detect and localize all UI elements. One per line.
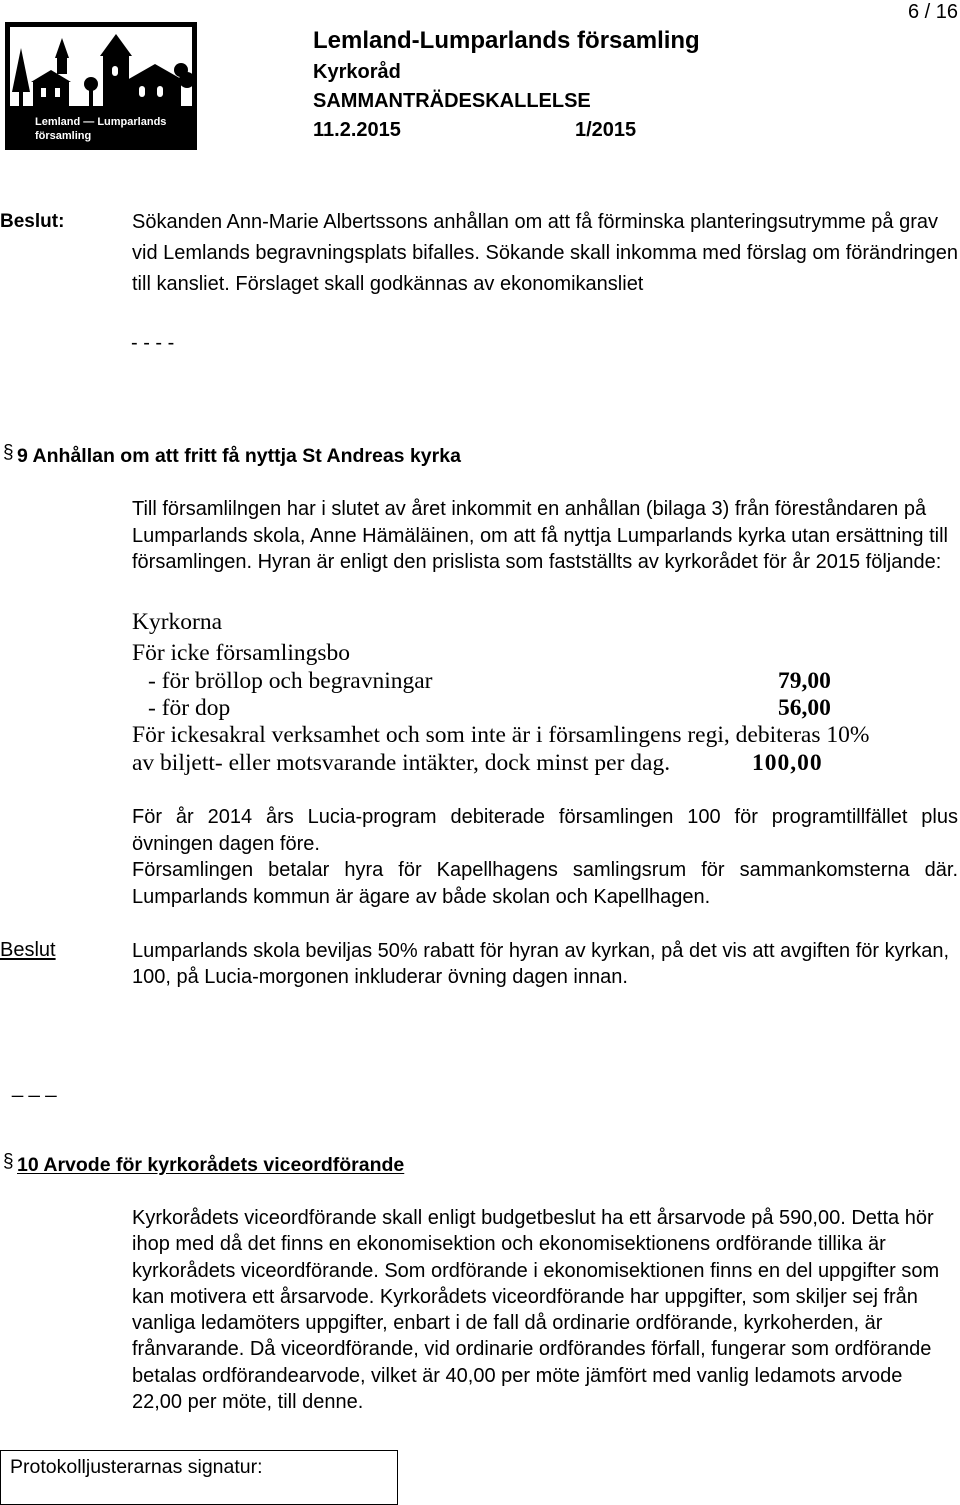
text-line: Sökanden Ann-Marie Albertssons anhållan om att få förminska planteringsutrymme på grav [132, 210, 938, 233]
text-line: 22,00 per möte, till denne. [132, 1391, 364, 1414]
prev-decision-label: Beslut: [0, 211, 65, 232]
text-line: kan motivera ett årsarvode. Kyrkorådets viceordförande har uppgifter, som skiljer sej från [132, 1285, 918, 1308]
text-line: till kansliet. Förslaget skall godkännas av ekonomikansliet [132, 272, 644, 295]
price-item-value: 79,00 [778, 668, 831, 694]
page-number: 6 / 16 [907, 1, 958, 23]
divider: _ _ _ [12, 1076, 57, 1098]
price-list-group: För icke församlingsbo [132, 640, 350, 666]
text-line: övningen dagen före. [132, 832, 320, 855]
price-other-line: av biljett- eller motsvarande intäkter, dock minst per dag. [132, 750, 671, 776]
text-line: vanliga ledamöters uppgifter, enbart i de fall då ordinarie ordförande, kyrkoherden, är [132, 1312, 883, 1335]
section-symbol: § [3, 1151, 14, 1172]
parish-logo [5, 22, 197, 150]
price-item-label: - för dop [148, 695, 231, 721]
section9-heading: 9 Anhållan om att fritt få nyttja St Andreas kyrka [17, 445, 461, 467]
section10-text [132, 1205, 939, 1415]
section-symbol: § [3, 442, 14, 463]
text-line: frånvarande. Då viceordförande, vid ordinarie ordförandes förfall, fungerar som ordförande [132, 1338, 932, 1361]
text-line: vid Lemlands begravningsplats bifalles. Sökande skall inkomma med förslag om förändringen [132, 241, 958, 264]
text-line: Lumparlands skola, Anne Hämäläinen, om att få nyttja Lumparlands kyrka utan ersättning till [132, 524, 948, 547]
signature-box [0, 1450, 398, 1505]
section9-intro [132, 496, 948, 576]
price-item-value: 56,00 [778, 695, 831, 721]
text-line: 100, på Lucia-morgonen inkluderar övning dagen innan. [132, 966, 628, 989]
logo-text-line1: Lemland — Lumparlands [35, 116, 167, 128]
text-line: Lumparlands kommun är ägare av både skolan och Kapellhagen. [132, 886, 711, 909]
header-body: Kyrkoråd [313, 61, 401, 83]
header-doc-type: SAMMANTRÄDESKALLELSE [313, 90, 591, 112]
text-line: församlingen. Hyran är enligt den prislista som fastställts av kyrkorådet för år 2015 följande: [132, 551, 942, 574]
header-date: 11.2.2015 [313, 119, 401, 141]
text-line: ihop med då det finns en ekonomisektion och ekonomisektionens ordförande tillika är [132, 1233, 886, 1256]
price-other-line: För ickesakral verksamhet och som inte är i församlingens regi, debiteras 10% [132, 722, 870, 748]
text-line: Till församlilngen har i slutet av året inkommit en anhållan (bilaga 3) från föreståndaren på [132, 498, 927, 520]
logo-text-line2: församling [35, 130, 92, 142]
price-other-value: 100,00 [752, 750, 823, 776]
text-line: betalas ordförandearvode, vilket är 40,00 per möte jämfört med vanlig ledamots arvode [132, 1364, 903, 1387]
price-item-label: - för bröllop och begravningar [148, 668, 433, 694]
text-line: Kyrkorådets viceordförande skall enligt budgetbeslut ha ett årsarvode på 590,00. Detta hör [132, 1207, 934, 1229]
price-list-title: Kyrkorna [132, 609, 223, 635]
text-line: Lumparlands skola beviljas 50% rabatt för hyran av kyrkan, på det vis att avgiften för kyrkan, [132, 939, 950, 962]
prev-decision-text [132, 207, 958, 300]
separator: - - - - [131, 332, 175, 354]
header-title: Lemland-Lumparlands församling [313, 27, 700, 54]
decision-label: Beslut [0, 939, 56, 961]
text-line: För år 2014 års Lucia-program debiterade församlingen 100 för programtillfället plus [132, 806, 958, 828]
text-line: kyrkorådets viceordförande. Som ordförande i ekonomisektionen finns en del uppgifter som [132, 1259, 940, 1282]
section9-decision-text [132, 938, 949, 991]
section9-notes [132, 804, 958, 911]
signature-label: Protokolljusterarnas signatur: [10, 1456, 263, 1478]
text-line: Församlingen betalar hyra för Kapellhagens samlingsrum för sammankomsterna där. [132, 859, 958, 882]
section10-heading: 10 Arvode för kyrkorådets viceordförande [17, 1154, 405, 1176]
header-meeting-number: 1/2015 [575, 119, 637, 141]
